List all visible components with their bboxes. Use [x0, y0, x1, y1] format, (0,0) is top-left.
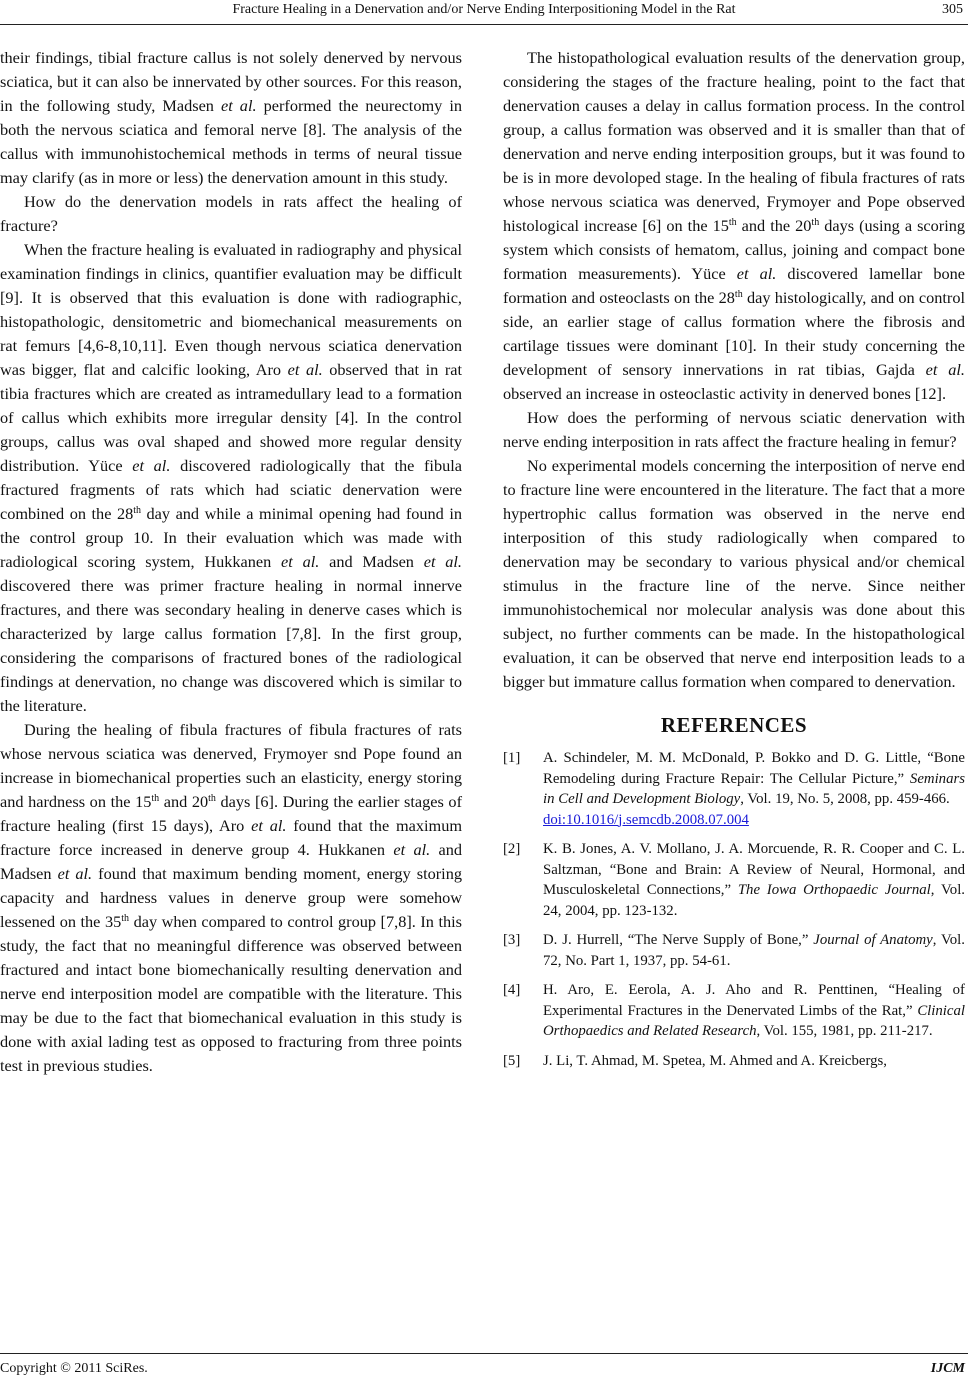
reference-number: [5]: [503, 1052, 521, 1069]
paragraph: How do the denervation models in rats affect the healing of fracture?: [0, 192, 462, 235]
right-column: [503, 46, 965, 1080]
paragraph: How does the performing of nervous sciatic denervation with nerve ending interposition in rats affect the fracture healing in femur?: [503, 408, 965, 451]
references-heading: REFERENCES: [660, 713, 808, 737]
reference-text: J. Li, T. Ahmad, M. Spetea, M. Ahmed and A. Kreicbergs,: [543, 1052, 887, 1069]
reference-item: [503, 839, 965, 921]
header-rule: [0, 24, 968, 25]
reference-text: K. B. Jones, A. V. Mollano, J. A. Morcuende, R. R. Cooper and C. L. Saltzman, “Bone and Brain: A Review of Neural, Hormonal, and Musculoskeletal Connections,” The Iowa Orthopaedic Journal, Vol. 24, 2004, pp. 123-132.: [543, 841, 966, 919]
journal-abbreviation: IJCM: [930, 1361, 965, 1376]
paragraph: During the healing of fibula fractures of fibula fractures of rats whose nervous sciatica was denerved, Frymoyer snd Pope found an increase in biomechanical properties such an elasticity, energy storing and hardness on the 15th and 20th days [6]. During the earlier stages of fracture healing (first 15 days), Aro et al. found that the maximum fracture force increased in denerve group 4. Hukkanen et al. and Madsen et al. found that maximum bending moment, energy storing capacity and hardness values in denerve group were somehow lessened on the 35th day when compared to control group [7,8]. In this study, the fact that no meaningful difference was observed between fractured and intact bone biomechanically resulting denervation and nerve end interposition model are compatible with the literature. This may be due to the fact that biomechanical evaluation in this study is done with axial lading test as opposed to fracturing from three points test in previous studies.: [0, 720, 463, 1075]
reference-item: [503, 980, 965, 1042]
reference-number: [3]: [503, 932, 521, 948]
reference-text: D. J. Hurrell, “The Nerve Supply of Bone,” Journal of Anatomy, Vol. 72, No. Part 1, 1937, pp. 54-61.: [543, 932, 965, 969]
reference-text: H. Aro, E. Eerola, A. J. Aho and R. Penttinen, “Healing of Experimental Fractures in the Denervated Limbs of the Rat,” Clinical Orthopaedics and Related Research, Vol. 155, 1981, pp. 211-217.: [543, 982, 965, 1039]
page-number: 305: [942, 2, 963, 17]
reference-item: [503, 748, 965, 830]
reference-text: A. Schindeler, M. M. McDonald, P. Bokko and D. G. Little, “Bone Remodeling during Fracture Repair: The Cellular Picture,” Seminars in Cell and Development Biology, Vol. 19, No. 5, 2008, pp. 459-466. doi:10.1016/j.semcdb.2008.07.004: [543, 750, 965, 828]
left-column: [0, 46, 462, 1078]
doi-link[interactable]: doi:10.1016/j.semcdb.2008.07.004: [543, 811, 749, 828]
reference-number: [2]: [503, 841, 521, 857]
running-header: [0, 0, 968, 26]
paragraph: When the fracture healing is evaluated in radiography and physical examination findings in clinics, quantifier evaluation may be difficult [9]. It is observed that this evaluation is done with radiographic, histopathologic, densitometric and biomechanical measurements on rat femurs [4,6-8,10,11]. Even though nervous sciatica denervation was bigger, flat and calcific looking, Aro et al. observed that in rat tibia fractures which are created as intramedullary lead to a formation of callus which exhibits more irregular density [4]. In the control groups, callus was oval shaped and showed more regular density distribution. Yüce et al. discovered radiologically that the fibula fractured fragments of rats which had sciatic denervation were combined on the 28th day and while a minimal opening had found in the control group 10. In their evaluation which was made with radiological scoring system, Hukkanen et al. and Madsen et al. discovered there was primer fracture healing in normal innerve fractures, and there was secondary healing in denerve cases which is characterized by large callus formation [7,8]. In the first group, considering the comparisons of fractured bones of the radiological findings at denervation, no change was discovered which is similar to the literature.: [0, 240, 463, 715]
reference-number: [1]: [503, 750, 521, 766]
running-title: Fracture Healing in a Denervation and/or Nerve Ending Interpositioning Model in the Rat: [232, 2, 736, 17]
reference-item: [503, 1051, 965, 1072]
reference-item: [503, 930, 965, 971]
copyright-notice: Copyright © 2011 SciRes.: [0, 1361, 148, 1376]
paragraph: No experimental models concerning the interposition of nerve end to fracture line were encountered in the literature. The fact that a more hypertrophic callus formation was observed in the nerve end interposition of this study radiologically when compared to denervation may be secondary to various physical and/or chemical stimulus in the fracture line of the nerve. Since neither immunohistochemical nor molecular analysis was done about this subject, no further comments can be made. In the histopathological evaluation, it can be observed that nerve end interposition leads to a bigger but immature callus formation when compared to denervation.: [503, 456, 965, 691]
reference-number: [4]: [503, 982, 521, 998]
footer-rule: [0, 1353, 968, 1354]
paragraph: their findings, tibial fracture callus is not solely denerved by nervous sciatica, but it can also be innervated by other sources. For this reason, in the following study, Madsen et al. performed the neurectomy in both the nervous sciatica and femoral nerve [8]. The analysis of the callus with immunohistochemical methods in terms of neural tissue may clarify (as in more or less) the denervation amount in this study.: [0, 48, 462, 187]
paragraph: The histopathological evaluation results of the denervation group, considering the stages of the fracture healing, point to the fact that denervation causes a delay in callus formation process. In the control group, a callus formation was observed and it is smaller than that of denervation and nerve ending interposition groups, but it was found to be is in more devoloped stage. In the healing of fibula fractures of rats whose nervous sciatica was denerved, Frymoyer and Pope observed histological increase [6] on the 15th and the 20th days (using a scoring system which consists of hematom, callus, joining and compact bone formation measurements). Yüce et al. discovered lamellar bone formation and osteoclasts on the 28th day histologically, and on control side, an earlier stage of callus formation where the fibrosis and cartilage tissues were dominant [10]. In their study concerning the development of sensory innervations in rat tibias, Gajda et al. observed an increase in osteoclastic activity in denerved bones [12].: [503, 48, 966, 403]
